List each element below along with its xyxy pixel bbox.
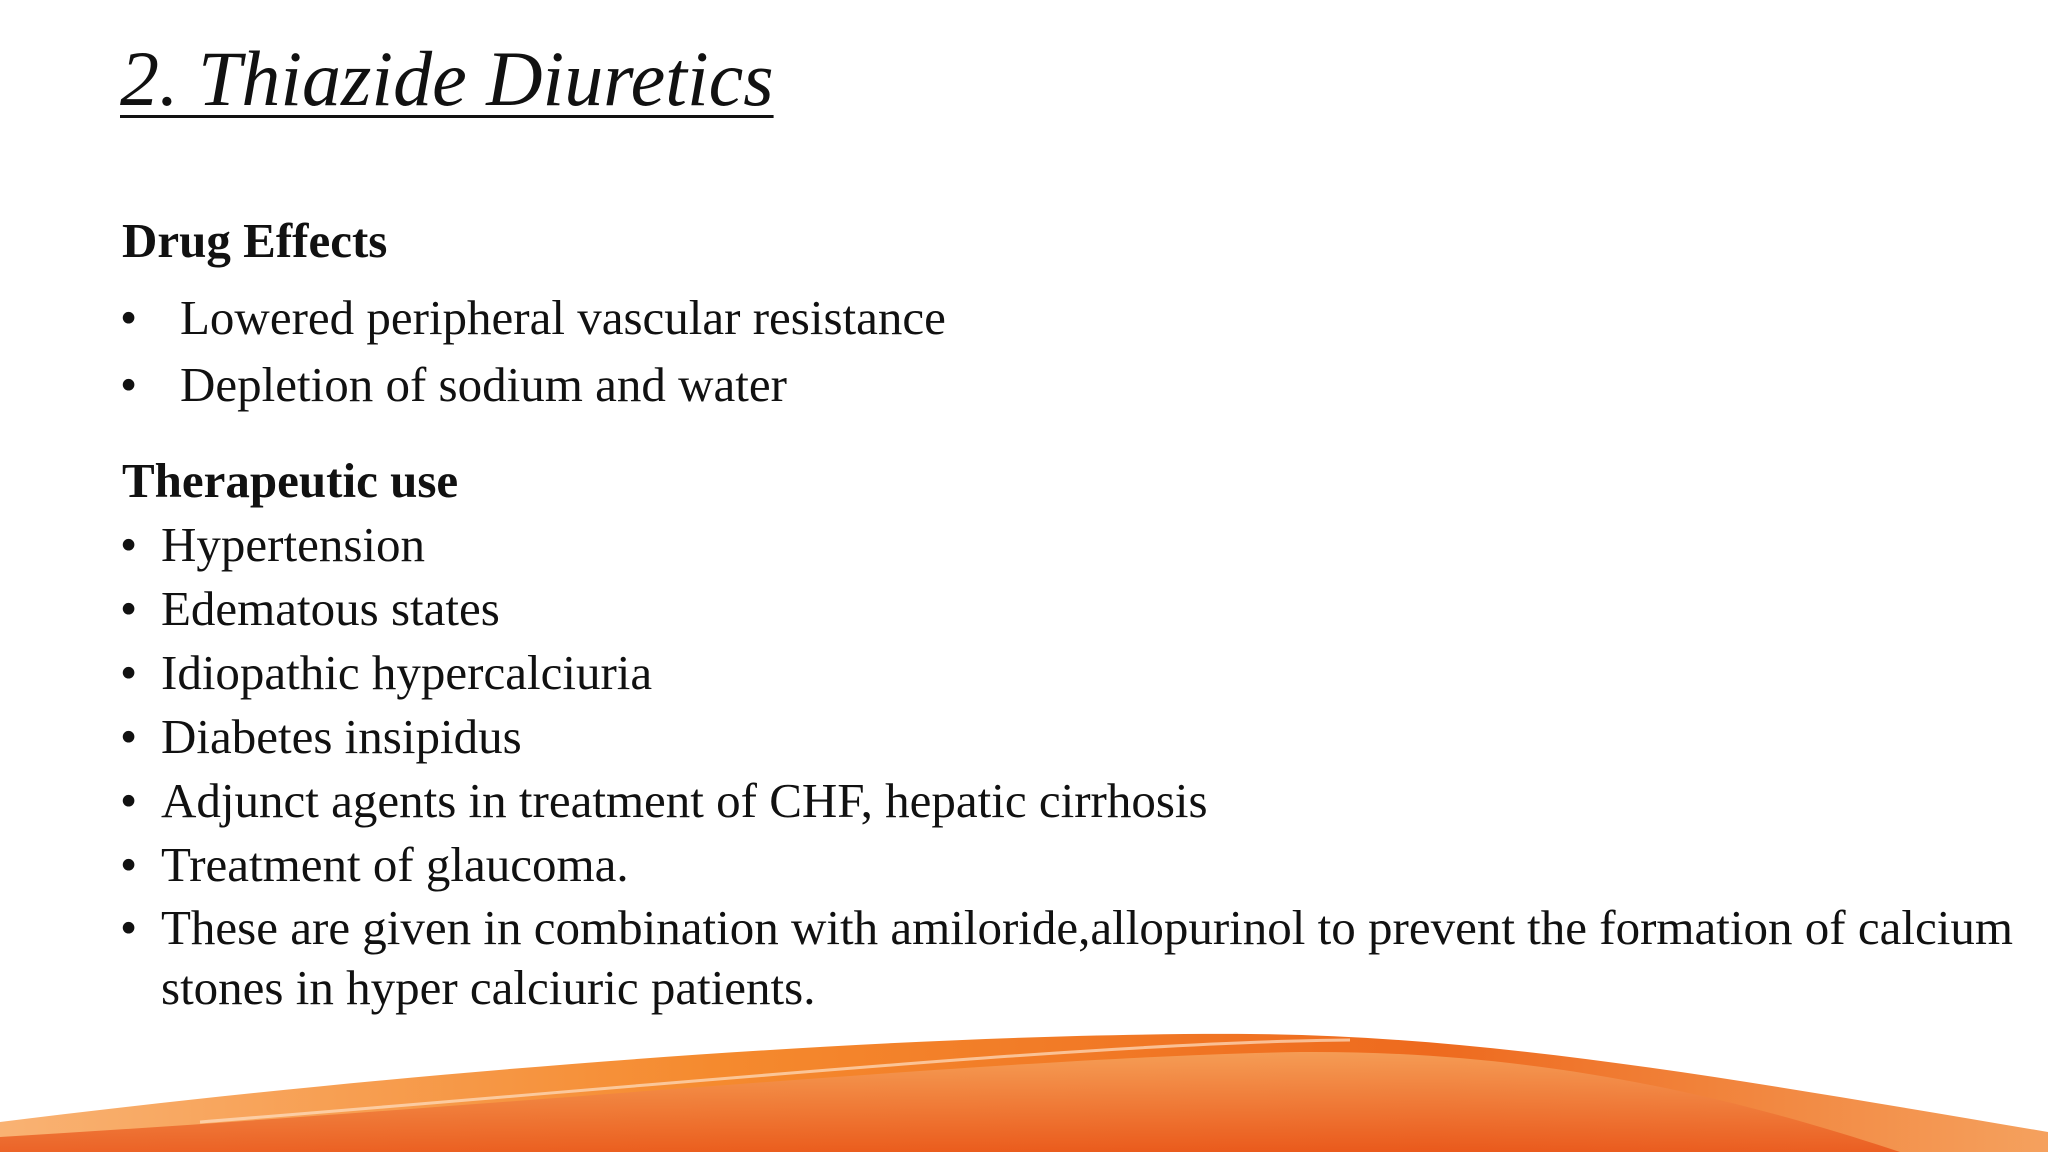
list-item [120,773,2041,840]
therapeutic-use-heading: Therapeutic use [122,453,459,508]
bullet-icon: • [120,900,138,955]
bullet-icon: • [120,645,138,700]
list-item-text: Diabetes insipidus [161,709,522,764]
therapeutic-use-list [120,517,2041,1015]
list-item [120,517,2041,584]
bullet-icon: • [120,581,138,636]
list-item [120,581,2041,648]
bullet-icon: • [120,517,138,572]
list-item [120,290,946,360]
decorative-orange-wave [0,1012,2048,1152]
list-item [120,357,946,427]
bullet-icon: • [120,773,138,828]
list-item-text: Hypertension [161,517,425,572]
list-item-text: These are given in combination with amiloride,allopurinol to prevent the formation of calcium stones in hyper calciuric patients. [161,900,2013,1015]
list-item [120,645,2041,712]
slide-title: 2. Thiazide Diuretics [120,35,774,122]
list-item [120,709,2041,776]
list-item-text: Lowered peripheral vascular resistance [180,290,946,345]
list-item-text: Adjunct agents in treatment of CHF, hepatic cirrhosis [161,773,1208,828]
list-item-text: Depletion of sodium and water [180,357,787,412]
list-item-text: Edematous states [161,581,500,636]
list-item-text: Idiopathic hypercalciuria [161,645,653,700]
bullet-icon: • [120,290,138,345]
list-item [120,898,2041,1015]
drug-effects-list [120,290,946,427]
bullet-icon: • [120,709,138,764]
list-item-text: Treatment of glaucoma. [161,837,629,892]
drug-effects-heading: Drug Effects [122,213,388,268]
list-item [120,837,2041,904]
bullet-icon: • [120,837,138,892]
bullet-icon: • [120,357,138,412]
